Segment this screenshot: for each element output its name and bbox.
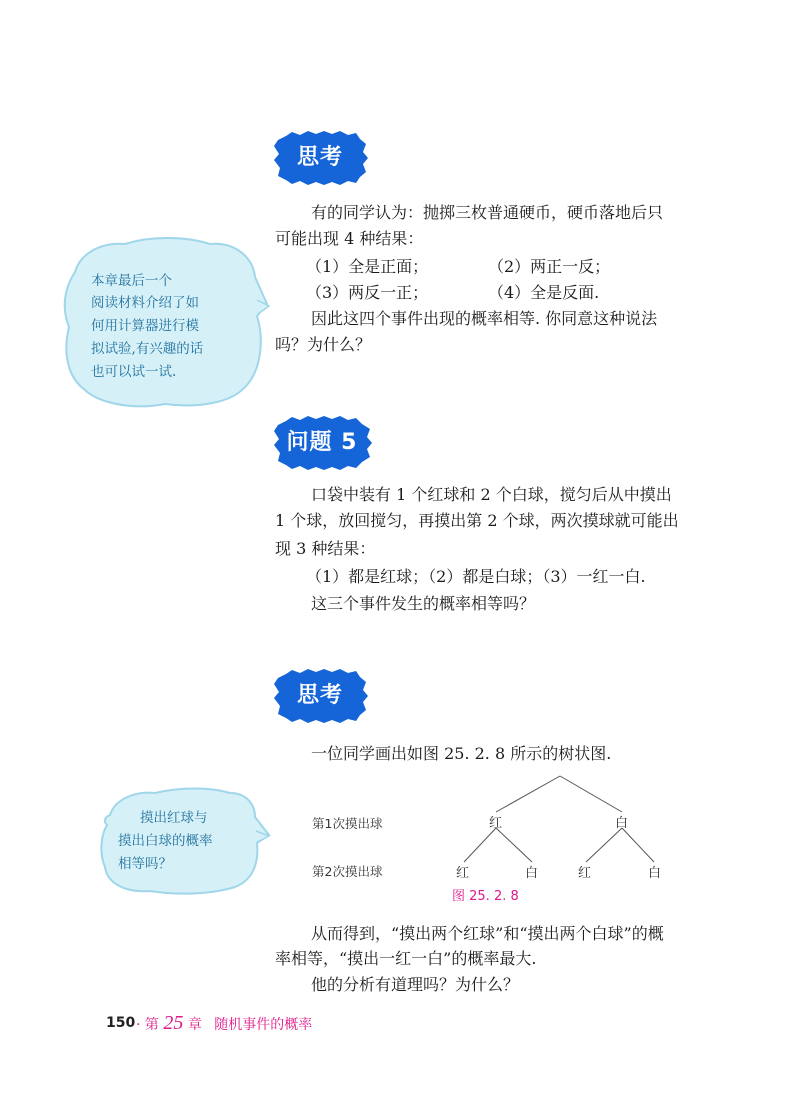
section3-conclusion-line1: 从而得到，“摸出两个红球”和“摸出两个白球”的概 xyxy=(311,924,664,943)
section1-intro-line2: 可能出现 4 种结果： xyxy=(275,229,424,248)
tree-node-white-1: 白 xyxy=(615,816,629,831)
tree-node-red-red: 红 xyxy=(456,866,470,881)
think-badge-1 xyxy=(272,130,368,186)
section1-option-4: （4）全是反面. xyxy=(488,283,600,302)
problem-badge-label: 问题 5 xyxy=(286,430,358,455)
section3-intro: 一位同学画出如图 25. 2. 8 所示的树状图. xyxy=(311,744,612,763)
bubble1-line4: 拟试验,有兴趣的话 xyxy=(91,341,204,357)
section3-question: 他的分析有道理吗？为什么？ xyxy=(311,975,520,994)
section1-option-2: （2）两正一反； xyxy=(488,257,611,276)
bubble2-line2: 摸出白球的概率 xyxy=(118,833,213,849)
section1-question-line2: 吗？为什么？ xyxy=(275,335,372,354)
section3-conclusion-line2: 率相等，“摸出一红一白”的概率最大. xyxy=(275,949,537,968)
tree-node-white-white: 白 xyxy=(648,866,662,881)
chapter-prefix: 第 xyxy=(144,1017,159,1033)
bubble1-line1: 本章最后一个 xyxy=(91,273,172,289)
page-number: 150 xyxy=(106,1015,136,1031)
bubble2-line3: 相等吗？ xyxy=(118,856,172,872)
section1-option-3: （3）两反一正； xyxy=(306,283,429,302)
section2-line1: 口袋中装有 1 个红球和 2 个白球，搅匀后从中摸出 xyxy=(311,485,672,504)
section1-intro-line1: 有的同学认为：抛掷三枚普通硬币，硬币落地后只 xyxy=(311,203,664,222)
tree-node-red-white: 白 xyxy=(525,866,539,881)
tree-row1-label: 第1次摸出球 xyxy=(312,816,383,831)
bubble1-line3: 何用计算器进行模 xyxy=(91,318,199,334)
figure-caption: 图 25. 2. 8 xyxy=(452,889,519,904)
chapter-suffix: 章 xyxy=(187,1017,202,1033)
section2-line5: 这三个事件发生的概率相等吗？ xyxy=(311,594,536,613)
bubble1-line5: 也可以试一试. xyxy=(91,364,177,380)
bubble1-line2: 阅读材料介绍了如 xyxy=(91,295,199,311)
footer-dot: · xyxy=(136,1017,141,1033)
think-badge-2-label: 思考 xyxy=(296,683,343,708)
tree-node-red-1: 红 xyxy=(489,816,503,831)
bubble2-line1: 摸出红球与 xyxy=(140,810,208,826)
chapter-header xyxy=(136,1012,312,1035)
section2-line3: 现 3 种结果： xyxy=(275,539,376,558)
think-badge-1-label: 思考 xyxy=(296,145,343,170)
think-badge-2 xyxy=(272,668,368,724)
tree-row2-label: 第2次摸出球 xyxy=(312,864,383,879)
problem-badge xyxy=(272,415,372,471)
tree-lines xyxy=(440,770,680,880)
section2-line4: （1）都是红球；（2）都是白球；（3）一红一白. xyxy=(306,567,646,586)
chapter-title: 随机事件的概率 xyxy=(214,1017,313,1033)
chapter-number: 25 xyxy=(163,1012,184,1034)
speech-bubble-2 xyxy=(95,785,275,897)
section1-question-line1: 因此这四个事件出现的概率相等. 你同意这种说法 xyxy=(311,309,658,328)
speech-bubble-1 xyxy=(55,232,275,412)
tree-node-white-red: 红 xyxy=(578,866,592,881)
section2-line2: 1 个球，放回搅匀，再摸出第 2 个球，两次摸球就可能出 xyxy=(275,511,679,530)
section1-option-1: （1）全是正面； xyxy=(306,257,429,276)
